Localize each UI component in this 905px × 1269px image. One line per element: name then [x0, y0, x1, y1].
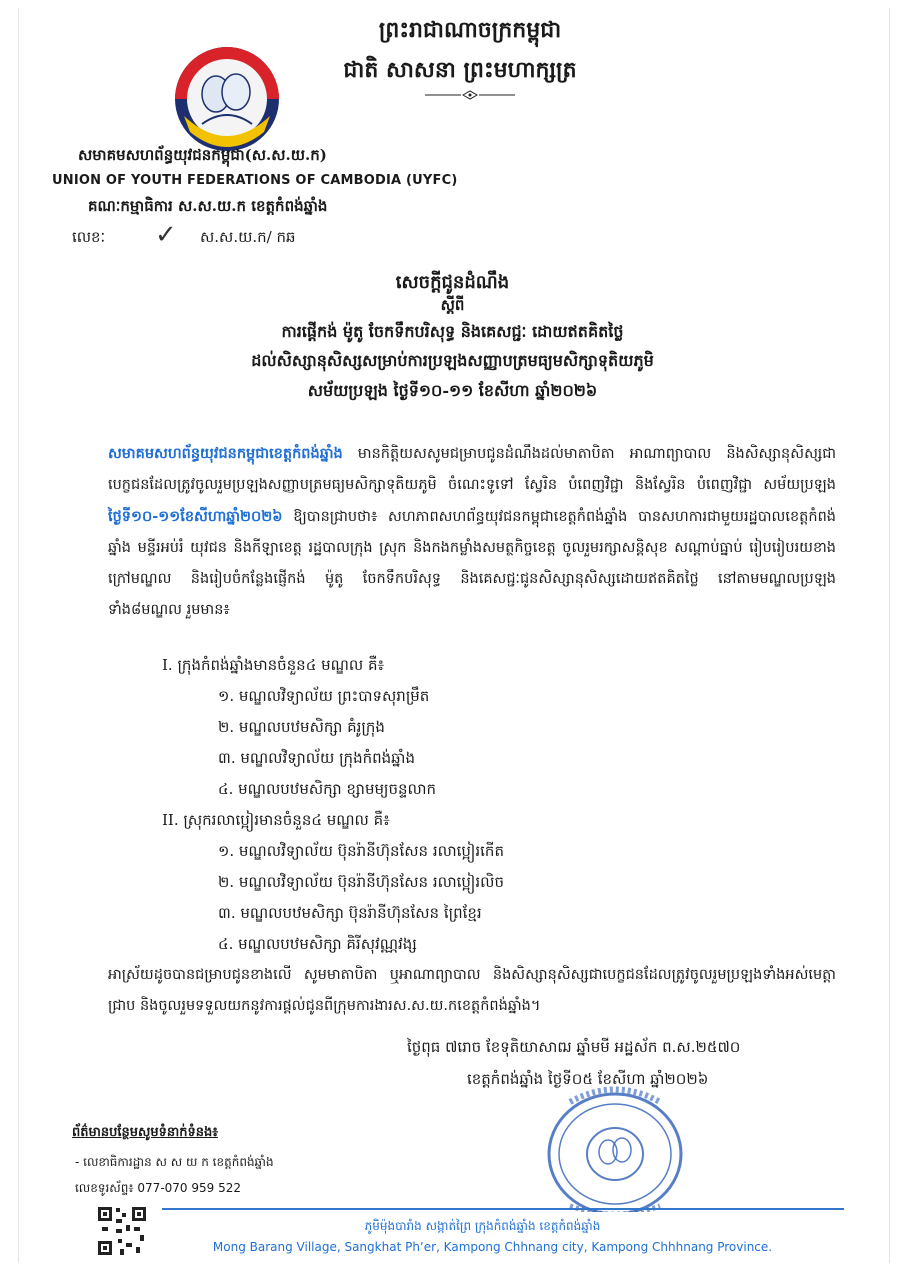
uyfc-logo-icon [172, 44, 282, 154]
group-title-rolea-bier: II. ស្រុករលាប្អៀរមានចំនួន៤ មណ្ឌល គឺ៖ [162, 811, 390, 829]
notice-title: សេចក្តីជូនដំណឹង [395, 272, 510, 293]
list-item: ៤. មណ្ឌលបឋមសិក្សា ខ្សាមម្យចន្ទលាក [218, 780, 437, 798]
solar-date: ខេត្តកំពង់ឆ្នាំង ថ្ងៃទី០៥ ខែសីហា ឆ្នាំ២០២៦ [467, 1070, 709, 1088]
national-motto: ជាតិ សាសនា ព្រះមហាក្សត្រ [343, 57, 577, 83]
notice-subject-label: ស្តីពី [440, 296, 465, 314]
org-highlight: សមាគមសហព័ន្ធយុវជនកម្ពុជាខេត្តកំពង់ឆ្នាំង [108, 445, 343, 462]
list-item: ៤. មណ្ឌលបឋមសិក្សា គិរីសុវណ្ណវង្ស [218, 935, 417, 953]
lunar-date: ថ្ងៃពុធ ៧រោច ខែទុតិយាសាឍ ឆ្នាំមមី អដ្ឋស័ក ព.ស.២៥៧០ [407, 1038, 741, 1056]
contact-phone: លេខទូរស័ព្ទ៖ 077-070 959 522 [75, 1181, 241, 1195]
notice-subject-line2: ដល់សិស្សានុសិស្សសម្រាប់ការប្រឡងសញ្ញាបត្រមធ្យមសិក្សាទុតិយភូមិ [251, 351, 654, 370]
ornament-divider-icon [425, 90, 515, 100]
notice-subject-line1: ការផ្តើកង់ ម៉ូតូ ចែកទឹកបរិសុទ្ធ និងគេសជ្ជៈ ដោយឥតគិតថ្លៃ [281, 322, 624, 341]
closing-paragraph: អាស្រ័យដូចបានជម្រាបជូនខាងលើ សូមមាតាបិតា ឬអាណាព្យាបាល និងសិស្សានុសិស្សជាបេក្ខជនដែលត្រូវចូលរួមប្រឡងទាំងអស់មេត្តាជ្រាប និងចូលរួមទទួលយកនូវការផ្តល់ជូនពីក្រុមការងារស.ស.យ.កខេត្តកំពង់ឆ្នាំង។ [108, 967, 836, 1014]
footer-address-english: Mong Barang Village, Sangkhat Phʼer, Kampong Chhnang city, Kampong Chhhnang Province. [212, 1240, 773, 1254]
reference-label: លេខៈ [72, 228, 106, 246]
kingdom-title: ព្រះរាជាណាចក្រកម្ពុជា [378, 17, 562, 43]
list-item: ២. មណ្ឌលបឋមសិក្សា គំរូក្រុង [218, 718, 385, 736]
official-stamp-icon [530, 1082, 700, 1212]
body-paragraph [108, 438, 836, 626]
list-item: ៣. មណ្ឌលវិទ្យាល័យ ក្រុងកំពង់ឆ្នាំង [218, 749, 415, 767]
contact-title: ព័ត៌មានបន្ថែមសូមទំនាក់ទំនង៖ [72, 1125, 218, 1140]
org-name-khmer: សមាគមសហព័ន្ធយុវជនកម្ពុជា(ស.ស.យ.ក) [78, 146, 327, 164]
org-name-english: UNION OF YOUTH FEDERATIONS OF CAMBODIA (UYFC) [52, 173, 458, 188]
notice-subject-line3: សម័យប្រឡង ថ្ងៃទី១០-១១ ខែសីហា ឆ្នាំ២០២៦ [307, 381, 598, 400]
handwritten-checkmark: ✓ [155, 220, 177, 250]
org-committee: គណៈកម្មាធិការ ស.ស.យ.ក ខេត្តកំពង់ឆ្នាំង [88, 197, 328, 215]
list-item: ១. មណ្ឌលវិទ្យាល័យ ព្រះបាទសុរាម្រឹត [218, 687, 430, 705]
footer-divider [162, 1208, 844, 1210]
list-item: ១. មណ្ឌលវិទ្យាល័យ ប៊ុនរ៉ានីហ៊ុនសែន រលាប្អៀរកើត [218, 842, 504, 860]
reference-code: ស.ស.យ.ក/ កឆ [200, 228, 296, 246]
body-text-part2: ឱ្យបានជ្រាបថា៖ សហភាពសហព័ន្ធយុវជនកម្ពុជាខេត្តកំពង់ឆ្នាំង បានសហការជាមួយរដ្ឋបាលខេត្តកំពង់ឆ្នាំង មន្ទីរអប់រំ យុវជន និងកីឡាខេត្ត រដ្ឋបាលក្រុង ស្រុក និងកងកម្លាំងសមត្ថកិច្ចខេត្ត ចូលរួមរក្សាសន្តិសុខ សណ្តាប់ធ្នាប់ រៀបរៀបរយខាងក្រៅមណ្ឌល និងរៀបចំកន្លែងផ្ញើកង់ ម៉ូតូ ចែកទឹកបរិសុទ្ធ និងគេសជ្ជៈជូនសិស្សានុសិស្សដោយឥតគិតថ្លៃ នៅតាមមណ្ឌលប្រឡងទាំង៨មណ្ឌល រួមមាន៖ [108, 509, 836, 618]
exam-date-highlight: ថ្ងៃទី១០-១១ខែសីហាឆ្នាំ២០២៦ [108, 508, 283, 525]
contact-secretariat: - លេខាធិការដ្ឋាន ស ស យ ក ខេត្តកំពង់ឆ្នាំង [75, 1155, 274, 1169]
body-text-part1: មានកិត្តិយសសូមជម្រាបជូនដំណឹងដល់មាតាបិតា អាណាព្យាបាល និងសិស្សានុសិស្សជាបេក្ខជនដែលត្រូវចូលរួមប្រឡងសញ្ញាបត្រមធ្យមសិក្សាទុតិយភូមិ ចំណេះទូទៅ ស្វែរិន បំពេញវិជ្ជា និងស្វែរិន បំពេញវិជ្ជា សម័យប្រឡង [108, 446, 836, 493]
list-item: ២. មណ្ឌលវិទ្យាល័យ ប៊ុនរ៉ានីហ៊ុនសែន រលាប្អៀរលិច [218, 873, 504, 891]
footer-address-khmer: ភូមិម៉ុងបារាំង សង្កាត់ព្រៃ ក្រុងកំពង់ឆ្នាំង ខេត្តកំពង់ឆ្នាំង [364, 1219, 601, 1233]
list-item: ៣. មណ្ឌលបឋមសិក្សា ប៊ុនរ៉ានីហ៊ុនសែន ព្រៃខ្មែរ [218, 904, 482, 922]
group-title-kampong-chhnang: I. ក្រុងកំពង់ឆ្នាំងមានចំនួន៤ មណ្ឌល គឺ៖ [162, 656, 385, 674]
